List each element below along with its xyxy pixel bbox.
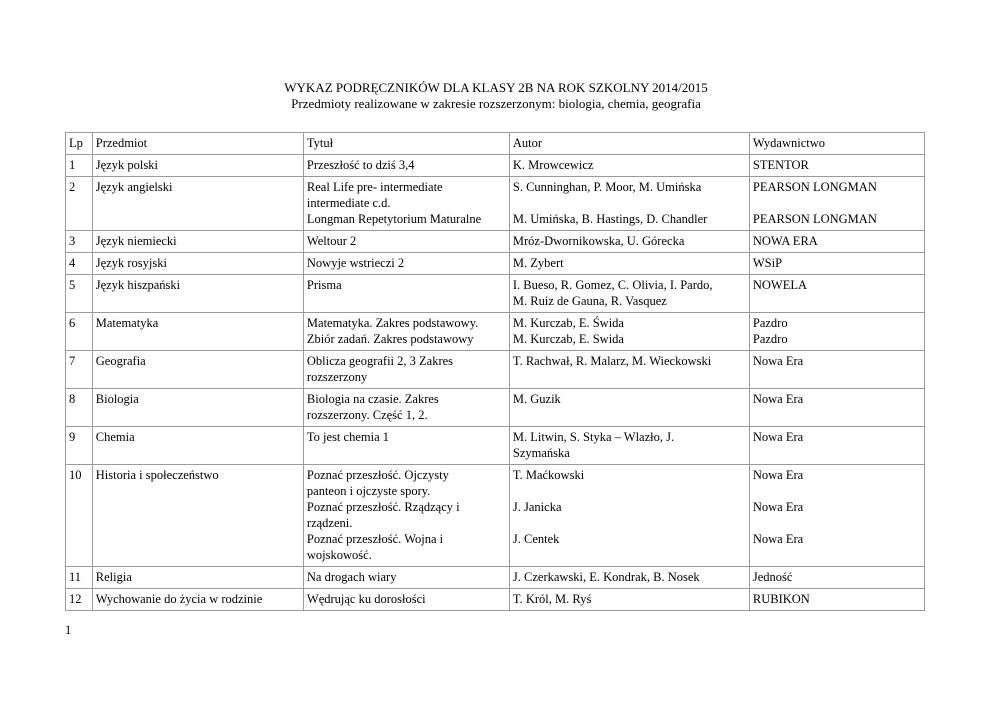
cell-lp: 2 [66,177,93,231]
cell-tytul [303,351,509,389]
tytul-line: Longman Repetytorium Maturalne [306,212,482,226]
wydawnictwo-line: Jedność [752,570,793,584]
table-body [66,155,925,611]
cell-lp: 8 [66,389,93,427]
cell-tytul [303,567,509,589]
tytul-line: rozszerzony. Część 1, 2. [306,408,428,422]
tytul-line: panteon i ojczyste spory. [306,484,431,498]
wydawnictwo-line: NOWA ERA [752,234,818,248]
tytul-line: Matematyka. Zakres podstawowy. [306,316,479,330]
autor-line: I. Bueso, R. Gomez, C. Olivia, I. Pardo, [512,278,713,292]
table-row [66,567,925,589]
autor-line: J. Czerkawski, E. Kondrak, B. Nosek [512,570,700,584]
tytul-line: Poznać przeszłość. Rządzący i [306,500,460,514]
table-row [66,231,925,253]
wydawnictwo-line: PEARSON LONGMAN [752,180,877,194]
header-wydawnictwo: Wydawnictwo [749,133,924,155]
wydawnictwo-line: Nowa Era [752,392,804,406]
tytul-line: Poznać przeszłość. Wojna i [306,532,444,546]
cell-przedmiot: Język polski [92,155,303,177]
cell-wydawnictwo [749,275,924,313]
wydawnictwo-line [753,547,921,563]
table-row [66,427,925,465]
page-number: 1 [65,623,72,637]
table-row [66,589,925,611]
cell-tytul [303,177,509,231]
cell-wydawnictwo [749,389,924,427]
cell-lp: 3 [66,231,93,253]
cell-przedmiot: Język hiszpański [92,275,303,313]
cell-autor [509,351,749,389]
cell-autor [509,275,749,313]
table-row [66,465,925,567]
autor-line: T. Rachwał, R. Malarz, M. Wieckowski [512,354,712,368]
cell-lp: 1 [66,155,93,177]
autor-line: T. Król, M. Ryś [512,592,592,606]
wydawnictwo-line: WSiP [752,256,783,270]
cell-wydawnictwo [749,351,924,389]
tytul-line: intermediate c.d. [306,196,391,210]
tytul-line: Poznać przeszłość. Ojczysty [306,468,449,482]
tytul-line: Przeszłość to dziś 3,4 [306,158,415,172]
cell-wydawnictwo [749,465,924,567]
table-row [66,351,925,389]
cell-lp: 10 [66,465,93,567]
header-przedmiot: Przedmiot [92,133,303,155]
header-autor: Autor [509,133,749,155]
autor-line: M. Kurczab, E. Świda [512,316,624,330]
autor-line: Szymańska [512,446,570,460]
cell-przedmiot: Chemia [92,427,303,465]
cell-lp: 11 [66,567,93,589]
cell-wydawnictwo [749,567,924,589]
table-row [66,253,925,275]
tytul-line: wojskowość. [306,548,372,562]
cell-przedmiot: Wychowanie do życia w rodzinie [92,589,303,611]
cell-lp: 12 [66,589,93,611]
cell-autor [509,231,749,253]
wydawnictwo-line: Nowa Era [752,430,804,444]
document-subtitle: Przedmioty realizowane w zakresie rozszerzonym: biologia, chemia, geografia [291,96,701,111]
autor-line: M. Zybert [512,256,564,270]
cell-wydawnictwo [749,313,924,351]
wydawnictwo-line: Nowa Era [752,532,804,546]
cell-przedmiot: Język angielski [92,177,303,231]
cell-autor [509,567,749,589]
cell-wydawnictwo [749,253,924,275]
wydawnictwo-line [753,515,921,531]
header-lp: Lp [66,133,93,155]
cell-autor [509,177,749,231]
cell-lp: 9 [66,427,93,465]
table-row [66,275,925,313]
wydawnictwo-line: Pazdro [752,316,788,330]
tytul-line: Na drogach wiary [306,570,397,584]
wydawnictwo-line: RUBIKON [752,592,810,606]
cell-lp: 7 [66,351,93,389]
cell-lp: 5 [66,275,93,313]
cell-tytul [303,313,509,351]
tytul-line: Nowyje wstrieczi 2 [306,256,405,270]
wydawnictwo-line: Pazdro [752,332,788,346]
autor-line: M. Guzik [512,392,561,406]
cell-wydawnictwo [749,155,924,177]
autor-line: M. Kurczab, E. Swida [512,332,624,346]
autor-line: M. Umińska, B. Hastings, D. Chandler [512,212,708,226]
autor-line: Mróz-Dwornikowska, U. Górecka [512,234,685,248]
cell-tytul [303,275,509,313]
cell-przedmiot: Matematyka [92,313,303,351]
tytul-line: Weltour 2 [306,234,357,248]
cell-wydawnictwo [749,231,924,253]
wydawnictwo-line: Nowa Era [752,354,804,368]
tytul-line: Real Life pre- intermediate [306,180,443,194]
table-row [66,313,925,351]
wydawnictwo-line: STENTOR [752,158,809,172]
wydawnictwo-line: PEARSON LONGMAN [752,212,877,226]
tytul-line: Biologia na czasie. Zakres [306,392,439,406]
cell-autor [509,465,749,567]
cell-autor [509,253,749,275]
cell-autor [509,427,749,465]
cell-autor [509,389,749,427]
tytul-line: To jest chemia 1 [306,430,389,444]
cell-przedmiot: Biologia [92,389,303,427]
tytul-line: Oblicza geografii 2, 3 Zakres [306,354,454,368]
cell-autor [509,589,749,611]
tytul-line: Prisma [306,278,342,292]
cell-tytul [303,465,509,567]
table-row [66,177,925,231]
header-tytul: Tytuł [303,133,509,155]
cell-tytul [303,155,509,177]
table-header-row [66,133,925,155]
autor-line: J. Centek [512,532,560,546]
cell-przedmiot: Historia i społeczeństwo [92,465,303,567]
cell-tytul [303,427,509,465]
cell-tytul [303,389,509,427]
autor-line [513,195,746,211]
wydawnictwo-line: Nowa Era [752,500,804,514]
cell-wydawnictwo [749,427,924,465]
tytul-line: Wędrując ku dorosłości [306,592,426,606]
wydawnictwo-line [753,195,921,211]
textbook-table [65,132,925,611]
autor-line: S. Cunninghan, P. Moor, M. Umińska [512,180,702,194]
cell-lp: 4 [66,253,93,275]
tytul-line: rządzeni. [306,516,353,530]
autor-line: M. Litwin, S. Styka – Wlazło, J. [512,430,675,444]
cell-tytul [303,589,509,611]
autor-line: T. Maćkowski [512,468,585,482]
autor-line: K. Mrowcewicz [512,158,594,172]
cell-przedmiot: Język rosyjski [92,253,303,275]
document-title: WYKAZ PODRĘCZNIKÓW DLA KLASY 2B NA ROK SZKOLNY 2014/2015 [284,80,708,95]
cell-przedmiot: Geografia [92,351,303,389]
autor-line [513,547,746,563]
cell-wydawnictwo [749,589,924,611]
cell-przedmiot: Religia [92,567,303,589]
cell-lp: 6 [66,313,93,351]
autor-line: M. Ruiz de Gauna, R. Vasquez [512,294,667,308]
wydawnictwo-line [753,483,921,499]
cell-wydawnictwo [749,177,924,231]
cell-tytul [303,231,509,253]
autor-line [513,483,746,499]
tytul-line: Zbiór zadań. Zakres podstawowy [306,332,474,346]
autor-line: J. Janicka [512,500,562,514]
cell-przedmiot: Język niemiecki [92,231,303,253]
table-row [66,389,925,427]
cell-autor [509,313,749,351]
table-row [66,155,925,177]
wydawnictwo-line: Nowa Era [752,468,804,482]
cell-autor [509,155,749,177]
tytul-line: rozszerzony [306,370,368,384]
wydawnictwo-line: NOWELA [752,278,808,292]
autor-line [513,515,746,531]
cell-tytul [303,253,509,275]
